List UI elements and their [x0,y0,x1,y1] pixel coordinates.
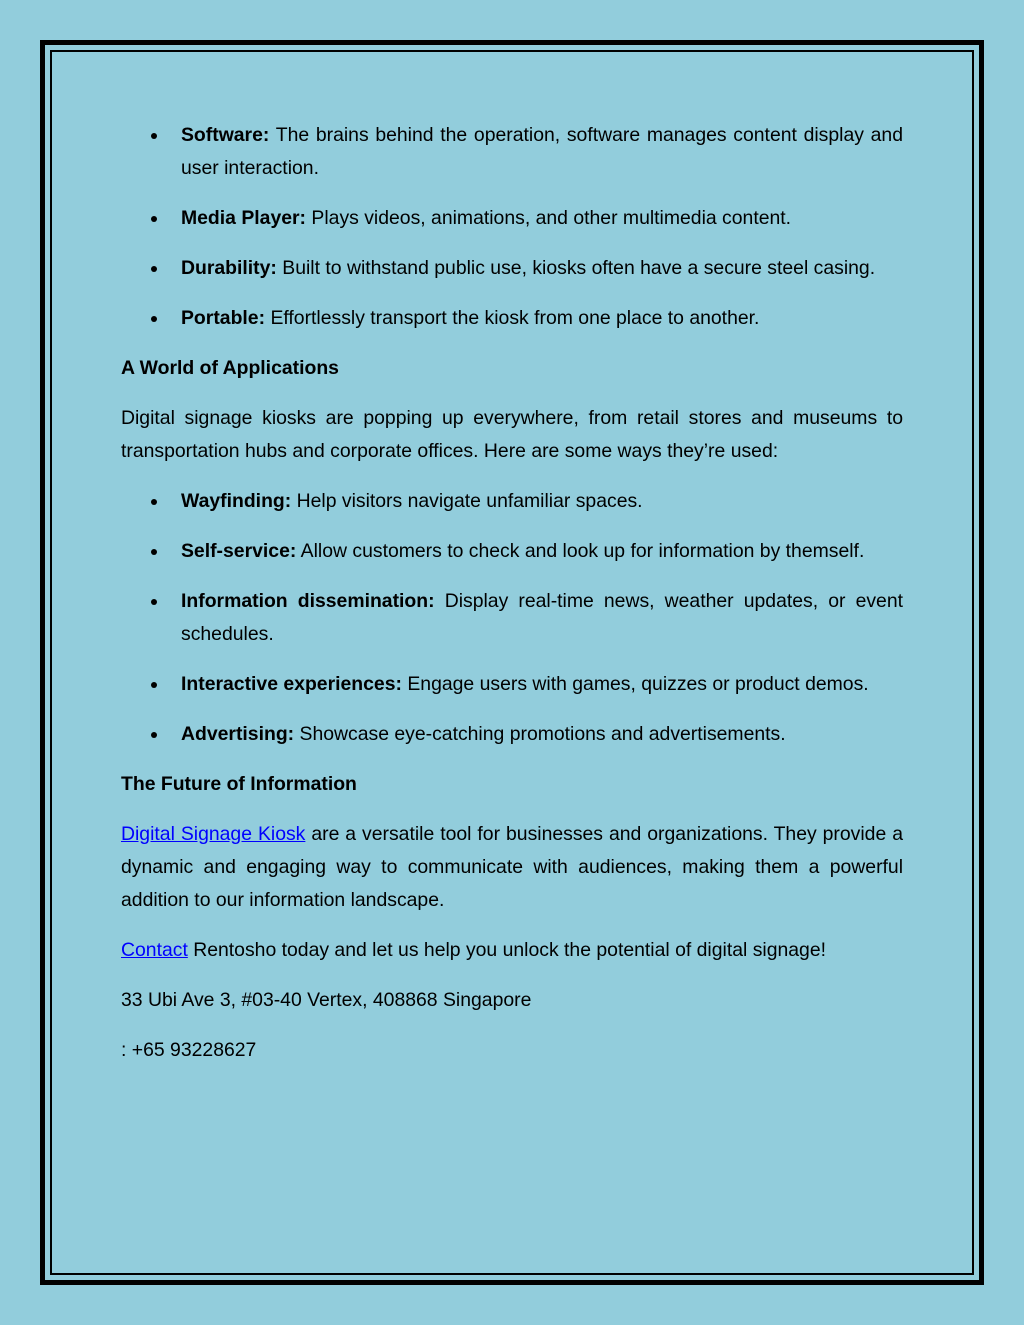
future-heading: The Future of Information [121,773,357,795]
applications-heading: A World of Applications [121,357,339,379]
list-item-text: Engage users with games, quizzes or product demos. [407,673,869,695]
list-item-term: Information dissemination: [181,590,435,612]
list-item-text: Plays videos, animations, and other multimedia content. [311,207,792,229]
list-item [121,585,903,651]
list-item [121,535,903,568]
list-item-term: Portable: [181,307,266,329]
future-paragraph [121,818,903,917]
address: 33 Ubi Ave 3, #03-40 Vertex, 408868 Singapore [121,989,532,1011]
list-item [121,668,903,701]
list-item-term: Self-service: [181,540,297,562]
list-item [121,119,903,185]
list-item-term: Advertising: [181,723,295,745]
document-body [121,119,903,1084]
list-item-term: Software: [181,124,270,146]
list-item [121,202,903,235]
list-item-term: Media Player: [181,207,307,229]
list-item-term: Wayfinding: [181,490,292,512]
contact-link[interactable]: Contact [121,939,188,961]
list-item-text: Effortlessly transport the kiosk from one place to another. [270,307,760,329]
list-item-term: Interactive experiences: [181,673,402,695]
feature-list [121,119,903,335]
phone-number: : +65 93228627 [121,1039,257,1061]
list-item-text: Showcase eye-catching promotions and advertisements. [299,723,786,745]
digital-signage-kiosk-link[interactable]: Digital Signage Kiosk [121,823,306,845]
list-item-text: Allow customers to check and look up for information by themself. [300,540,865,562]
list-item-text: The brains behind the operation, software manages content display and user interaction. [181,124,903,179]
list-item-text: Display real-time news, weather updates, or event schedules. [181,590,904,645]
list-item-text: Help visitors navigate unfamiliar spaces. [296,490,643,512]
applications-list [121,485,903,751]
list-item-term: Durability: [181,257,277,279]
future-paragraph-text: are a versatile tool for businesses and organizations. They provide a dynamic and engaging way to communicate with audiences, making them a powerful addition to our information landscape. [121,823,903,911]
contact-paragraph-text: Rentosho today and let us help you unlock the potential of digital signage! [193,939,827,961]
list-item-text: Built to withstand public use, kiosks often have a secure steel casing. [282,257,876,279]
list-item [121,302,903,335]
list-item [121,252,903,285]
list-item [121,718,903,751]
list-item [121,485,903,518]
applications-intro: Digital signage kiosks are popping up everywhere, from retail stores and museums to transportation hubs and corporate offices. Here are some ways they’re used: [121,407,903,462]
contact-paragraph [121,934,903,967]
